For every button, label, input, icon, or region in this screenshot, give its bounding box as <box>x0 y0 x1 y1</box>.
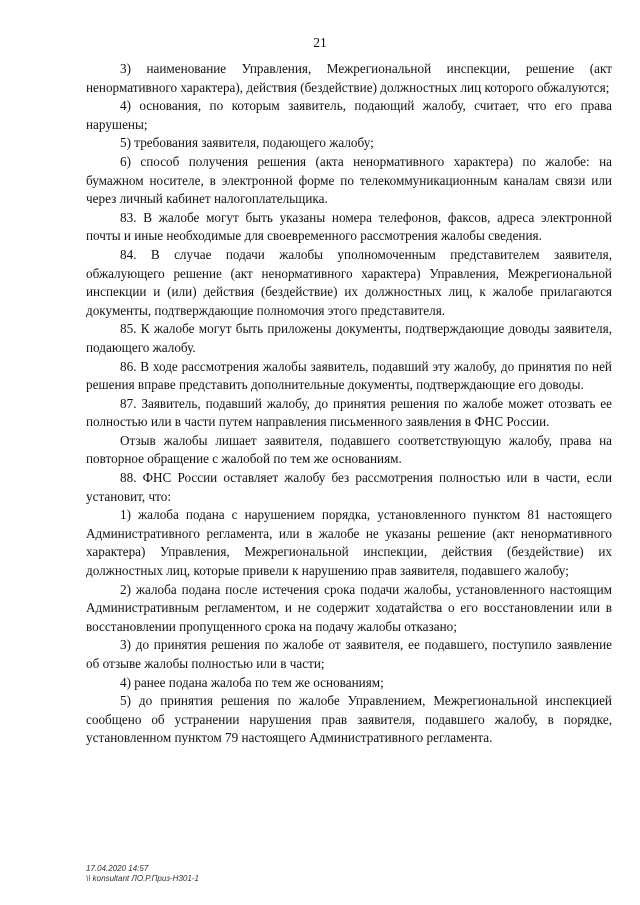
paragraph-item-6: 6) способ получения решения (акта ненормативного характера) по жалобе: на бумажном носителе, в электронной форме по телекоммуникационным каналам связи или через личный кабинет налогоплательщика. <box>86 153 612 207</box>
document-footer <box>86 864 199 884</box>
paragraph-88: 88. ФНС России оставляет жалобу без рассмотрения полностью или в части, если установит, что: <box>86 470 612 504</box>
paragraph-88-item-1: 1) жалоба подана с нарушением порядка, установленного пунктом 81 настоящего Административного регламента, или в жалобе не указаны решение (акт ненормативного характера) Управления, Межрегиональной инспекции, действия (бездействие) их должностных лиц, которые привели к нарушению прав заявителя, подавшего жалобу; <box>86 507 612 579</box>
paragraph-item-5: 5) требования заявителя, подающего жалобу; <box>120 135 374 151</box>
footer-file-path: \\ konsultant ЛО.Р.Приз-Н301-1 <box>86 874 199 883</box>
paragraph-87-withdrawal: Отзыв жалобы лишает заявителя, подавшего соответствующую жалобу, права на повторное обращение с жалобой по тем же основаниям. <box>86 432 612 467</box>
paragraph-88-item-2: 2) жалоба подана после истечения срока подачи жалобы, установленного настоящим Административным регламентом, и не содержит ходатайства о его восстановлении или в восстановлении пропущенного срока на подачу жалобы отказано; <box>86 581 612 634</box>
paragraph-item-4: 4) основания, по которым заявитель, подающий жалобу, считает, что его права нарушены; <box>86 98 612 132</box>
paragraph-85: 85. К жалобе могут быть приложены документы, подтверждающие доводы заявителя, подающего жалобу. <box>86 321 612 355</box>
paragraph-88-item-5: 5) до принятия решения по жалобе Управлением, Межрегиональной инспекцией сообщено об устранении нарушения прав заявителя, подавшего жалобу, в порядке, установленном пунктом 79 настоящего Административного регламента. <box>86 693 612 746</box>
paragraph-88-item-3: 3) до принятия решения по жалобе от заявителя, ее подавшего, поступило заявление об отзыве жалобы полностью или в части; <box>86 637 612 671</box>
paragraph-83: 83. В жалобе могут быть указаны номера телефонов, факсов, адреса электронной почты и иные необходимые для своевременного рассмотрения жалобы сведения. <box>86 209 612 244</box>
paragraph-84: 84. В случае подачи жалобы уполномоченным представителем заявителя, обжалующего решение (акт ненормативного характера) Управления, Межрегиональной инспекции и (или) действия (бездействие) их должностных лиц, к жалобе прилагаются документы, подтверждающие полномочия этого представителя. <box>86 246 612 318</box>
paragraph-87: 87. Заявитель, подавший жалобу, до принятия решения по жалобе может отозвать ее полностью или в части путем направления письменного заявления в ФНС России. <box>86 395 612 430</box>
paragraph-86: 86. В ходе рассмотрения жалобы заявитель, подавший эту жалобу, до принятия по ней решения вправе представить дополнительные документы, подтверждающие его доводы. <box>86 358 612 393</box>
page-number: 21 <box>313 35 327 50</box>
paragraph-item-3: 3) наименование Управления, Межрегиональной инспекции, решение (акт ненормативного характера), действия (бездействие) должностных лиц которого обжалуются; <box>86 61 612 95</box>
footer-timestamp: 17.04.2020 14:57 <box>86 864 149 873</box>
paragraph-88-item-4: 4) ранее подана жалоба по тем же основаниям; <box>120 674 384 690</box>
document-body <box>86 60 612 748</box>
